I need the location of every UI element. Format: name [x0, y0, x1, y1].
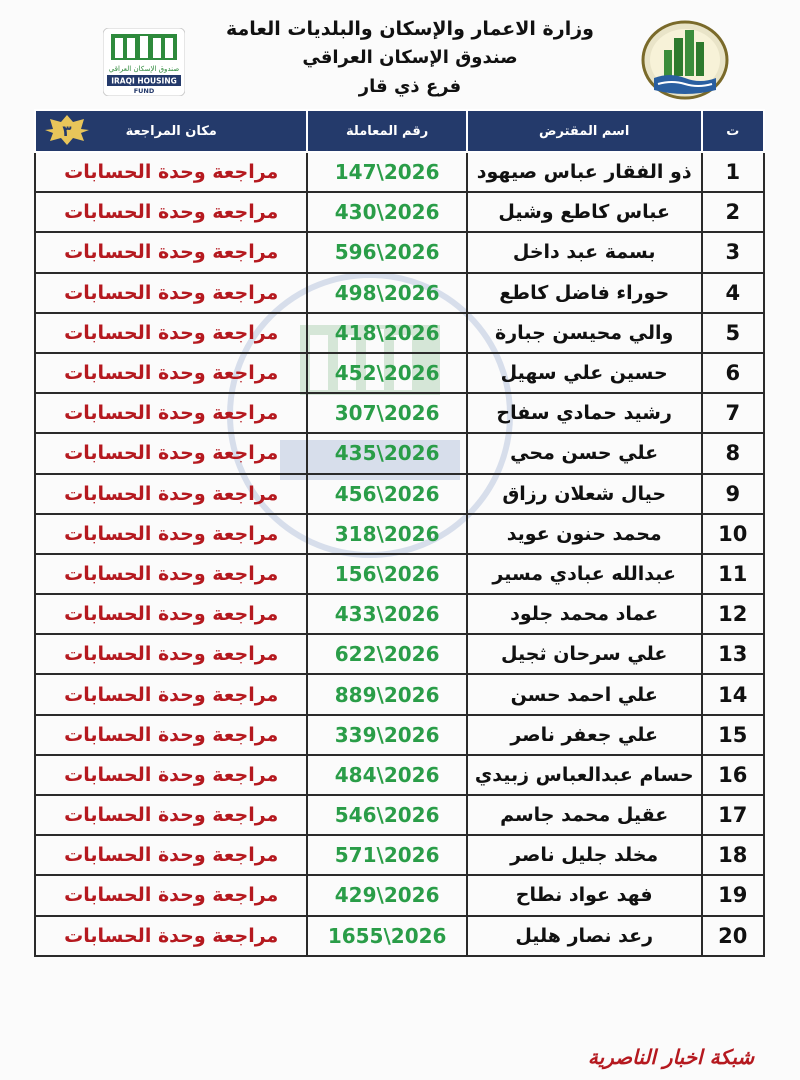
review-place: مراجعة وحدة الحسابات	[35, 715, 307, 755]
table-row	[35, 715, 764, 755]
table-row	[35, 835, 764, 875]
row-number: 2	[702, 192, 764, 232]
row-number: 3	[702, 232, 764, 272]
review-place: مراجعة وحدة الحسابات	[35, 514, 307, 554]
header-borrower-name: اسم المقترض	[467, 110, 702, 152]
housing-fund-logo	[103, 28, 185, 96]
borrower-name: عبدالله عبادي مسير	[467, 554, 702, 594]
row-number: 9	[702, 474, 764, 514]
borrower-name: ذو الفقار عباس صيهود	[467, 152, 702, 192]
svg-text:FUND: FUND	[133, 87, 155, 95]
borrowers-table	[34, 109, 765, 957]
ministry-emblem-icon	[640, 20, 730, 100]
review-place: مراجعة وحدة الحسابات	[35, 916, 307, 956]
row-number: 11	[702, 554, 764, 594]
review-place: مراجعة وحدة الحسابات	[35, 474, 307, 514]
review-place: مراجعة وحدة الحسابات	[35, 755, 307, 795]
review-place: مراجعة وحدة الحسابات	[35, 875, 307, 915]
svg-text:صندوق الإسكان العراقي: صندوق الإسكان العراقي	[108, 65, 180, 73]
transaction-number: 484\2026	[307, 755, 466, 795]
transaction-number: 456\2026	[307, 474, 466, 514]
borrower-name: والي محيسن جبارة	[467, 313, 702, 353]
row-number: 13	[702, 634, 764, 674]
row-number: 8	[702, 433, 764, 473]
table-row	[35, 755, 764, 795]
transaction-number: 429\2026	[307, 875, 466, 915]
transaction-number: 596\2026	[307, 232, 466, 272]
borrower-name: رعد نصار هليل	[467, 916, 702, 956]
borrower-name: فهد عواد نطاح	[467, 875, 702, 915]
review-place: مراجعة وحدة الحسابات	[35, 795, 307, 835]
document-header	[0, 0, 800, 108]
borrower-name: حسام عبدالعباس زبيدي	[467, 755, 702, 795]
row-number: 5	[702, 313, 764, 353]
borrower-name: علي جعفر ناصر	[467, 715, 702, 755]
review-place: مراجعة وحدة الحسابات	[35, 554, 307, 594]
table-row	[35, 273, 764, 313]
transaction-number: 430\2026	[307, 192, 466, 232]
table-row	[35, 313, 764, 353]
borrower-name: حوراء فاضل كاطع	[467, 273, 702, 313]
header-no: ت	[702, 110, 764, 152]
row-number: 6	[702, 353, 764, 393]
table-row	[35, 393, 764, 433]
table-row	[35, 514, 764, 554]
fund-name: صندوق الإسكان العراقي	[302, 47, 518, 68]
batch-number-badge	[44, 114, 90, 146]
table-row	[35, 433, 764, 473]
transaction-number: 433\2026	[307, 594, 466, 634]
table-row	[35, 674, 764, 714]
row-number: 16	[702, 755, 764, 795]
row-number: 18	[702, 835, 764, 875]
transaction-number: 156\2026	[307, 554, 466, 594]
header-review-place	[35, 110, 307, 152]
table-row	[35, 554, 764, 594]
transaction-number: 147\2026	[307, 152, 466, 192]
transaction-number: 307\2026	[307, 393, 466, 433]
table-row	[35, 152, 764, 192]
row-number: 7	[702, 393, 764, 433]
svg-text:٣: ٣	[62, 122, 72, 140]
row-number: 1	[702, 152, 764, 192]
borrower-name: رشيد حمادي سفاح	[467, 393, 702, 433]
transaction-number: 546\2026	[307, 795, 466, 835]
row-number: 4	[702, 273, 764, 313]
table-row	[35, 192, 764, 232]
transaction-number: 622\2026	[307, 634, 466, 674]
header-review-place-label: مكان المراجعة	[125, 123, 217, 139]
review-place: مراجعة وحدة الحسابات	[35, 393, 307, 433]
table-row	[35, 916, 764, 956]
transaction-number: 571\2026	[307, 835, 466, 875]
table-row	[35, 594, 764, 634]
row-number: 15	[702, 715, 764, 755]
ministry-name: وزارة الاعمار والإسكان والبلديات العامة	[226, 18, 594, 40]
borrower-name: حيال شعلان رزاق	[467, 474, 702, 514]
review-place: مراجعة وحدة الحسابات	[35, 634, 307, 674]
transaction-number: 452\2026	[307, 353, 466, 393]
transaction-number: 339\2026	[307, 715, 466, 755]
borrower-name: محمد حنون عويد	[467, 514, 702, 554]
table-row	[35, 795, 764, 835]
table-row	[35, 634, 764, 674]
row-number: 14	[702, 674, 764, 714]
borrower-name: علي سرحان ثجيل	[467, 634, 702, 674]
transaction-number: 498\2026	[307, 273, 466, 313]
news-network-watermark: شبكة اخبار الناصرية	[587, 1045, 755, 1069]
review-place: مراجعة وحدة الحسابات	[35, 232, 307, 272]
row-number: 10	[702, 514, 764, 554]
review-place: مراجعة وحدة الحسابات	[35, 674, 307, 714]
svg-text:IRAQI HOUSING: IRAQI HOUSING	[111, 76, 177, 86]
borrower-name: علي حسن محي	[467, 433, 702, 473]
row-number: 17	[702, 795, 764, 835]
transaction-number: 435\2026	[307, 433, 466, 473]
review-place: مراجعة وحدة الحسابات	[35, 192, 307, 232]
table-header-row	[35, 110, 764, 152]
review-place: مراجعة وحدة الحسابات	[35, 835, 307, 875]
header-transaction-number: رقم المعاملة	[307, 110, 466, 152]
transaction-number: 889\2026	[307, 674, 466, 714]
borrower-name: مخلد جليل ناصر	[467, 835, 702, 875]
review-place: مراجعة وحدة الحسابات	[35, 353, 307, 393]
row-number: 12	[702, 594, 764, 634]
transaction-number: 318\2026	[307, 514, 466, 554]
transaction-number: 1655\2026	[307, 916, 466, 956]
borrower-name: حسين علي سهيل	[467, 353, 702, 393]
borrower-name: عماد محمد جلود	[467, 594, 702, 634]
table-row	[35, 474, 764, 514]
borrower-name: علي احمد حسن	[467, 674, 702, 714]
branch-name: فرع ذي قار	[358, 76, 462, 97]
table-row	[35, 353, 764, 393]
borrower-name: عقيل محمد جاسم	[467, 795, 702, 835]
review-place: مراجعة وحدة الحسابات	[35, 594, 307, 634]
transaction-number: 418\2026	[307, 313, 466, 353]
review-place: مراجعة وحدة الحسابات	[35, 313, 307, 353]
borrower-name: عباس كاطع وشيل	[467, 192, 702, 232]
review-place: مراجعة وحدة الحسابات	[35, 152, 307, 192]
row-number: 20	[702, 916, 764, 956]
row-number: 19	[702, 875, 764, 915]
table-row	[35, 232, 764, 272]
review-place: مراجعة وحدة الحسابات	[35, 433, 307, 473]
review-place: مراجعة وحدة الحسابات	[35, 273, 307, 313]
table-row	[35, 875, 764, 915]
borrower-name: بسمة عبد داخل	[467, 232, 702, 272]
